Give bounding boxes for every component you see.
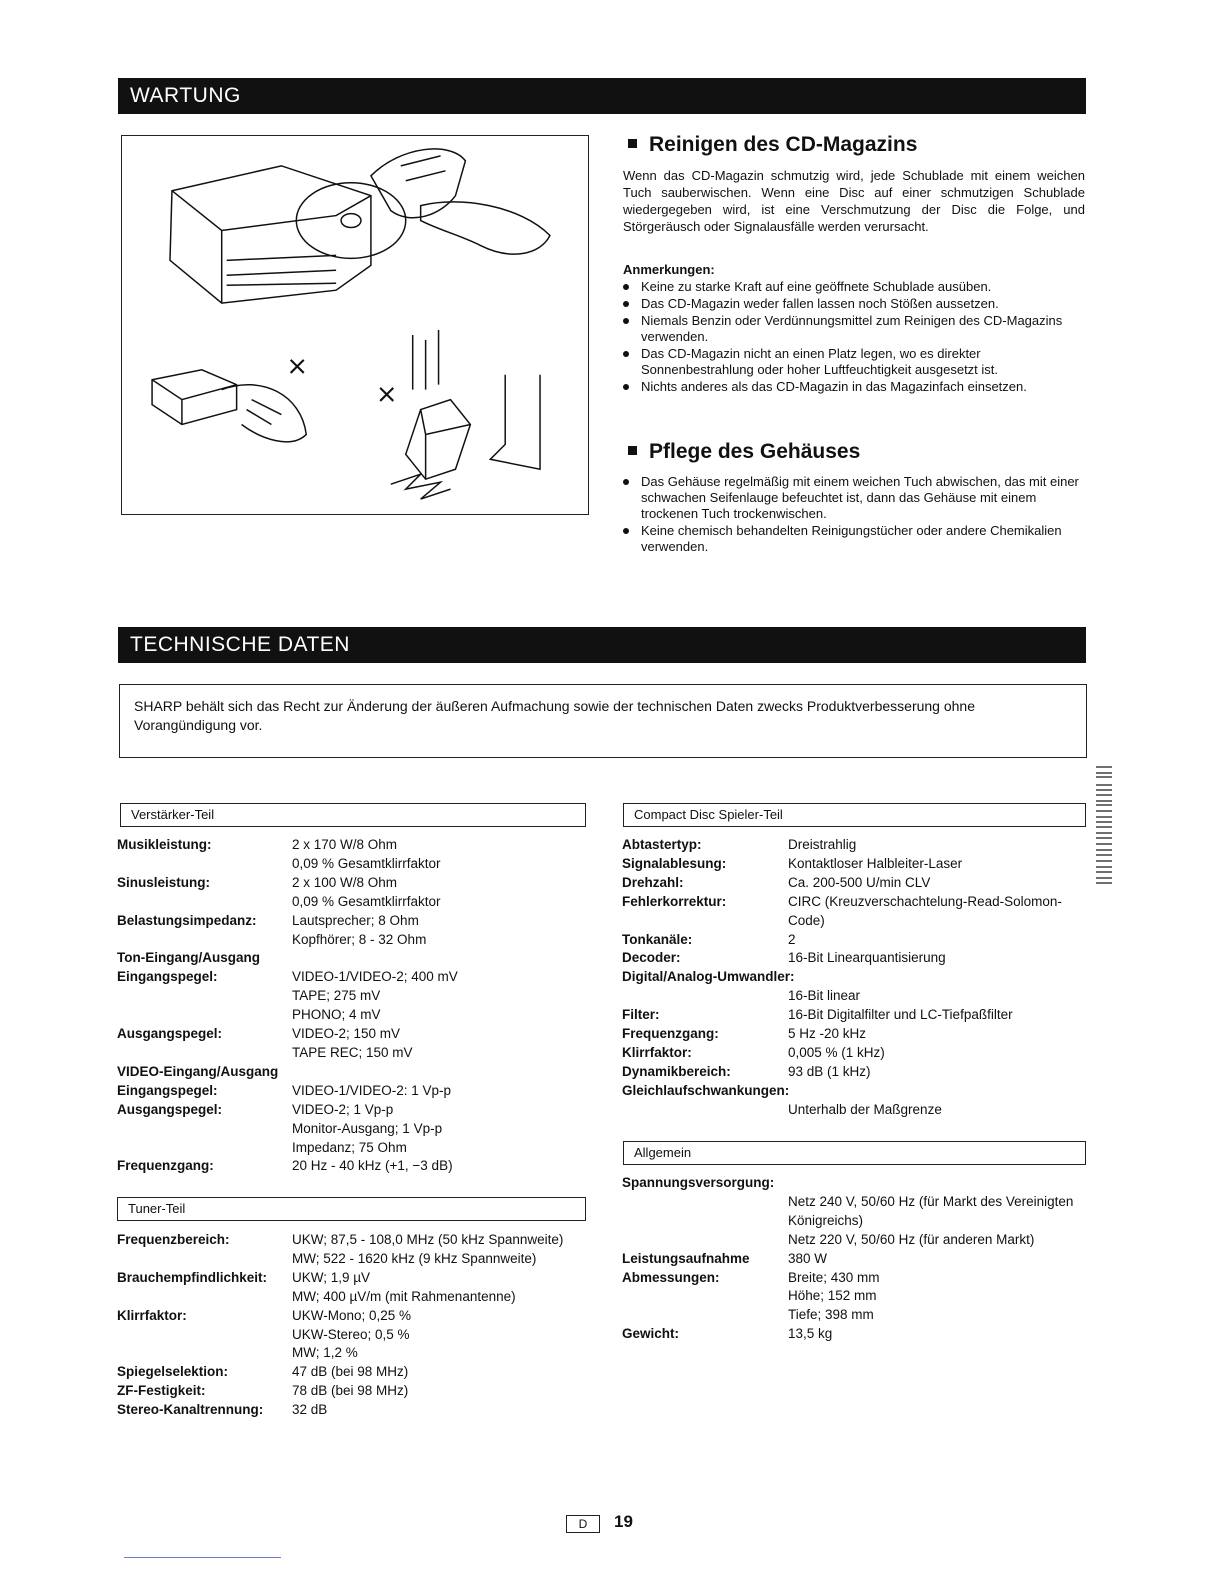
spec-value: UKW-Mono; 0,25 % [292, 1307, 412, 1323]
section-title: TECHNISCHE DATEN [130, 633, 350, 656]
square-bullet-icon [628, 446, 637, 455]
list-item: Keine zu starke Kraft auf eine geöffnete Schublade ausüben. [614, 279, 1086, 295]
spec-row [117, 968, 587, 987]
spec-value: Kopfhörer; 8 - 32 Ohm [292, 931, 427, 947]
notice-box: SHARP behält sich das Recht zur Änderung der äußeren Aufmachung sowie der technischen Daten zwecks Produktverbesserung ohne Vorangündigung vor. [119, 684, 1087, 758]
spec-value: MW; 1,2 % [292, 1345, 358, 1361]
spec-row [622, 1063, 1086, 1082]
spec-row [117, 912, 587, 931]
spec-row [622, 836, 1086, 855]
spec-label: Frequenzgang: [117, 1158, 214, 1174]
spec-value: 16-Bit Linearquantisierung [788, 950, 946, 966]
spec-label [117, 1326, 292, 1345]
spec-value: 20 Hz - 40 kHz (+1, −3 dB) [292, 1158, 453, 1174]
spec-value: Netz 220 V, 50/60 Hz (für anderen Markt) [788, 1231, 1035, 1247]
spec-value: TAPE; 275 mV [292, 988, 381, 1004]
section-title: WARTUNG [130, 84, 241, 107]
spec-value: 47 dB (bei 98 MHz) [292, 1364, 409, 1380]
spec-label: Decoder: [622, 950, 681, 966]
spec-value: CIRC (Kreuzverschachtelung-Read-Solomon-Code) [788, 893, 1062, 928]
list-item: Das CD-Magazin weder fallen lassen noch Stößen aussetzen. [614, 296, 1086, 312]
spec-label: Gewicht: [622, 1326, 680, 1342]
section-label-tuner: Tuner-Teil [117, 1197, 586, 1221]
spec-label [117, 1288, 292, 1307]
spec-row [117, 1025, 587, 1044]
spec-row [622, 1287, 1086, 1306]
spec-list-cd-spieler [622, 836, 1086, 1120]
spec-label: Abmessungen: [622, 1269, 720, 1285]
spec-row [117, 1231, 587, 1250]
spec-label: Drehzahl: [622, 874, 684, 890]
section-header-technische-daten [118, 627, 1086, 663]
spec-label: Ausgangspegel: [117, 1101, 223, 1117]
list-item: Das CD-Magazin nicht an einen Platz legen, wo es direkter Sonnenbestrahlung oder hoher Luftfeuchtigkeit ausgesetzt ist. [614, 346, 1086, 378]
spec-label [117, 1044, 292, 1063]
cd-magazine-drawing [122, 136, 588, 514]
spec-row [622, 1231, 1086, 1250]
spec-row [622, 1269, 1086, 1288]
spec-row [622, 931, 1086, 950]
spec-row [117, 1401, 587, 1420]
spec-label: Eingangspegel: [117, 969, 218, 985]
spec-list-tuner [117, 1231, 587, 1420]
spec-value: Dreistrahlig [788, 837, 857, 852]
spec-row [117, 1269, 587, 1288]
spec-row [117, 1382, 587, 1401]
cleaning-paragraph: Wenn das CD-Magazin schmutzig wird, jede Schublade mit einem weichen Tuch sauberwischen. Wenn eine Disc auf einer schmutzigen Schublade wiedergegeben wird, ist eine Verschmutzung der Disc die Folge, und Störgeräusch oder Signalausfälle werden verursacht. [623, 168, 1085, 234]
spec-row [117, 855, 587, 874]
spec-value: Tiefe; 398 mm [788, 1307, 874, 1323]
spec-row: Gleichlaufschwankungen: [622, 1082, 790, 1098]
spec-value: 380 W [788, 1250, 828, 1266]
spec-row [622, 1006, 1086, 1025]
not-allowed-mark: × [375, 379, 398, 410]
spec-value: UKW; 1,9 µV [292, 1269, 371, 1285]
spec-row [622, 1325, 1086, 1344]
spec-label [117, 893, 292, 912]
spec-row [622, 1250, 1086, 1269]
spec-label: Signalablesung: [622, 855, 727, 871]
language-code: D [566, 1515, 600, 1533]
section-header-wartung [118, 78, 1086, 114]
spec-label: Leistungsaufnahme [622, 1250, 750, 1266]
spec-value: 2 [788, 931, 796, 947]
spec-label [117, 1006, 292, 1025]
spec-label: Frequenzgang: [622, 1026, 719, 1042]
spec-value: Kontaktloser Halbleiter-Laser [788, 855, 963, 871]
spec-value: VIDEO-1/VIDEO-2: 1 Vp-p [292, 1082, 452, 1098]
spec-row [117, 1139, 587, 1158]
spec-label [117, 855, 292, 874]
spec-value: 16-Bit Digitalfilter und LC-Tiefpaßfilter [788, 1007, 1013, 1023]
spec-value: VIDEO-1/VIDEO-2; 400 mV [292, 969, 458, 985]
spec-row [117, 836, 587, 855]
spec-row [622, 1193, 1086, 1231]
spec-value: PHONO; 4 mV [292, 1007, 381, 1023]
spec-label: Brauchempfindlichkeit: [117, 1269, 268, 1285]
notes-list [614, 279, 1086, 396]
spec-row [117, 874, 587, 893]
spec-label: Ausgangspegel: [117, 1026, 223, 1042]
spec-value: Breite; 430 mm [788, 1269, 880, 1285]
spec-value: 5 Hz -20 kHz [788, 1026, 867, 1042]
spec-value: UKW-Stereo; 0,5 % [292, 1326, 410, 1342]
spec-value: 2 x 100 W/8 Ohm [292, 874, 398, 890]
spec-label [622, 1193, 788, 1231]
spec-label: Abtastertyp: [622, 837, 702, 852]
spec-row [622, 949, 1086, 968]
spec-row: Ton-Eingang/Ausgang [117, 950, 260, 966]
spec-value: Netz 240 V, 50/60 Hz (für Markt des Vereinigten Königreichs) [788, 1193, 1074, 1228]
spec-row [117, 1157, 587, 1176]
spec-label: Dynamikbereich: [622, 1063, 731, 1079]
spec-row [117, 1101, 587, 1120]
section-label-verstaerker: Verstärker-Teil [120, 803, 586, 827]
spec-value: 0,09 % Gesamtklirrfaktor [292, 855, 441, 871]
spec-row [622, 1101, 1086, 1120]
spec-label [622, 1231, 788, 1250]
care-list [614, 474, 1086, 556]
spec-row [117, 1120, 587, 1139]
spec-label [622, 1306, 788, 1325]
spec-label: Stereo-Kanaltrennung: [117, 1402, 264, 1418]
spec-label [117, 1344, 292, 1363]
spec-list-allgemein [622, 1174, 1086, 1344]
spec-label: Tonkanäle: [622, 931, 693, 947]
spec-row [117, 1250, 587, 1269]
page-number: 19 [614, 1512, 633, 1531]
spec-label [117, 931, 292, 950]
maintenance-illustration [121, 135, 589, 515]
spec-list-verstaerker [117, 836, 587, 1176]
list-item: Nichts anderes als das CD-Magazin in das Magazinfach einsetzen. [614, 379, 1086, 395]
spec-value: 0,005 % (1 kHz) [788, 1044, 885, 1060]
spec-value: Ca. 200-500 U/min CLV [788, 874, 931, 890]
spec-row [622, 874, 1086, 893]
spec-label: Filter: [622, 1007, 660, 1023]
list-item: Das Gehäuse regelmäßig mit einem weichen Tuch abwischen, das mit einer schwachen Seifenlauge befeuchtet ist, dann das Gehäuse mit einem trockenen Tuch trockenwischen. [614, 474, 1086, 522]
section-label-cd-spieler: Compact Disc Spieler-Teil [623, 803, 1086, 827]
spec-value: TAPE REC; 150 mV [292, 1044, 413, 1060]
spec-row [117, 1307, 587, 1326]
spec-value: MW; 400 µV/m (mit Rahmenantenne) [292, 1288, 516, 1304]
spec-label: ZF-Festigkeit: [117, 1383, 206, 1399]
spec-value: 93 dB (1 kHz) [788, 1063, 871, 1079]
spec-value: 13,5 kg [788, 1326, 833, 1342]
spec-row [117, 1006, 587, 1025]
notes-label: Anmerkungen: [623, 262, 715, 277]
spec-row: Digital/Analog-Umwandler: [622, 969, 795, 985]
spec-label [117, 987, 292, 1006]
spec-label [622, 1101, 788, 1120]
spec-label: Klirrfaktor: [622, 1044, 692, 1060]
list-item: Niemals Benzin oder Verdünnungsmittel zum Reinigen des CD-Magazins verwenden. [614, 313, 1086, 345]
spec-label: Klirrfaktor: [117, 1307, 187, 1323]
heading-reinigen: Reinigen des CD-Magazins [628, 133, 917, 157]
spec-label [622, 1287, 788, 1306]
spec-row [622, 893, 1086, 931]
spec-row [622, 1044, 1086, 1063]
spec-value: 16-Bit linear [788, 988, 861, 1004]
spec-value: VIDEO-2; 1 Vp-p [292, 1101, 394, 1117]
spec-value: 2 x 170 W/8 Ohm [292, 837, 398, 852]
section-label-allgemein: Allgemein [623, 1141, 1086, 1165]
spec-row [117, 1082, 587, 1101]
spec-row [117, 1363, 587, 1382]
spec-value: Impedanz; 75 Ohm [292, 1139, 407, 1155]
spec-row [117, 1344, 587, 1363]
spec-label [622, 987, 788, 1006]
spec-value: 32 dB [292, 1402, 328, 1418]
spec-value: 0,09 % Gesamtklirrfaktor [292, 893, 441, 909]
not-allowed-mark: × [286, 351, 309, 382]
list-item: Keine chemisch behandelten Reinigungstücher oder andere Chemikalien verwenden. [614, 523, 1086, 555]
spec-row [622, 1025, 1086, 1044]
spec-row [117, 1288, 587, 1307]
spec-value: Unterhalb der Maßgrenze [788, 1101, 942, 1117]
spec-value: Monitor-Ausgang; 1 Vp-p [292, 1120, 443, 1136]
spec-value: MW; 522 - 1620 kHz (9 kHz Spannweite) [292, 1250, 537, 1266]
spec-value: Lautsprecher; 8 Ohm [292, 912, 419, 928]
barcode-graphic [1096, 765, 1112, 885]
spec-value: Höhe; 152 mm [788, 1288, 877, 1304]
spec-label [117, 1120, 292, 1139]
divider-line [124, 1557, 281, 1558]
spec-value: 78 dB (bei 98 MHz) [292, 1383, 409, 1399]
spec-row [117, 1326, 587, 1345]
spec-label: Spiegelselektion: [117, 1364, 229, 1380]
spec-row [117, 931, 587, 950]
spec-row: Spannungsversorgung: [622, 1175, 775, 1190]
spec-label: Musikleistung: [117, 837, 212, 852]
spec-label [117, 1250, 292, 1269]
barcode-mark [1096, 765, 1112, 885]
spec-label: Frequenzbereich: [117, 1232, 230, 1247]
spec-row [117, 1044, 587, 1063]
spec-row: VIDEO-Eingang/Ausgang [117, 1063, 279, 1079]
square-bullet-icon [628, 139, 637, 148]
spec-row [622, 1306, 1086, 1325]
spec-label: Belastungsimpedanz: [117, 912, 257, 928]
spec-label: Eingangspegel: [117, 1082, 218, 1098]
spec-row [117, 987, 587, 1006]
spec-row [622, 855, 1086, 874]
spec-label: Sinusleistung: [117, 874, 211, 890]
spec-value: UKW; 87,5 - 108,0 MHz (50 kHz Spannweite) [292, 1232, 564, 1247]
spec-value: VIDEO-2; 150 mV [292, 1026, 401, 1042]
spec-row [117, 893, 587, 912]
spec-label [117, 1139, 292, 1158]
spec-label: Fehlerkorrektur: [622, 893, 727, 909]
spec-row [622, 987, 1086, 1006]
heading-pflege: Pflege des Gehäuses [628, 440, 860, 464]
